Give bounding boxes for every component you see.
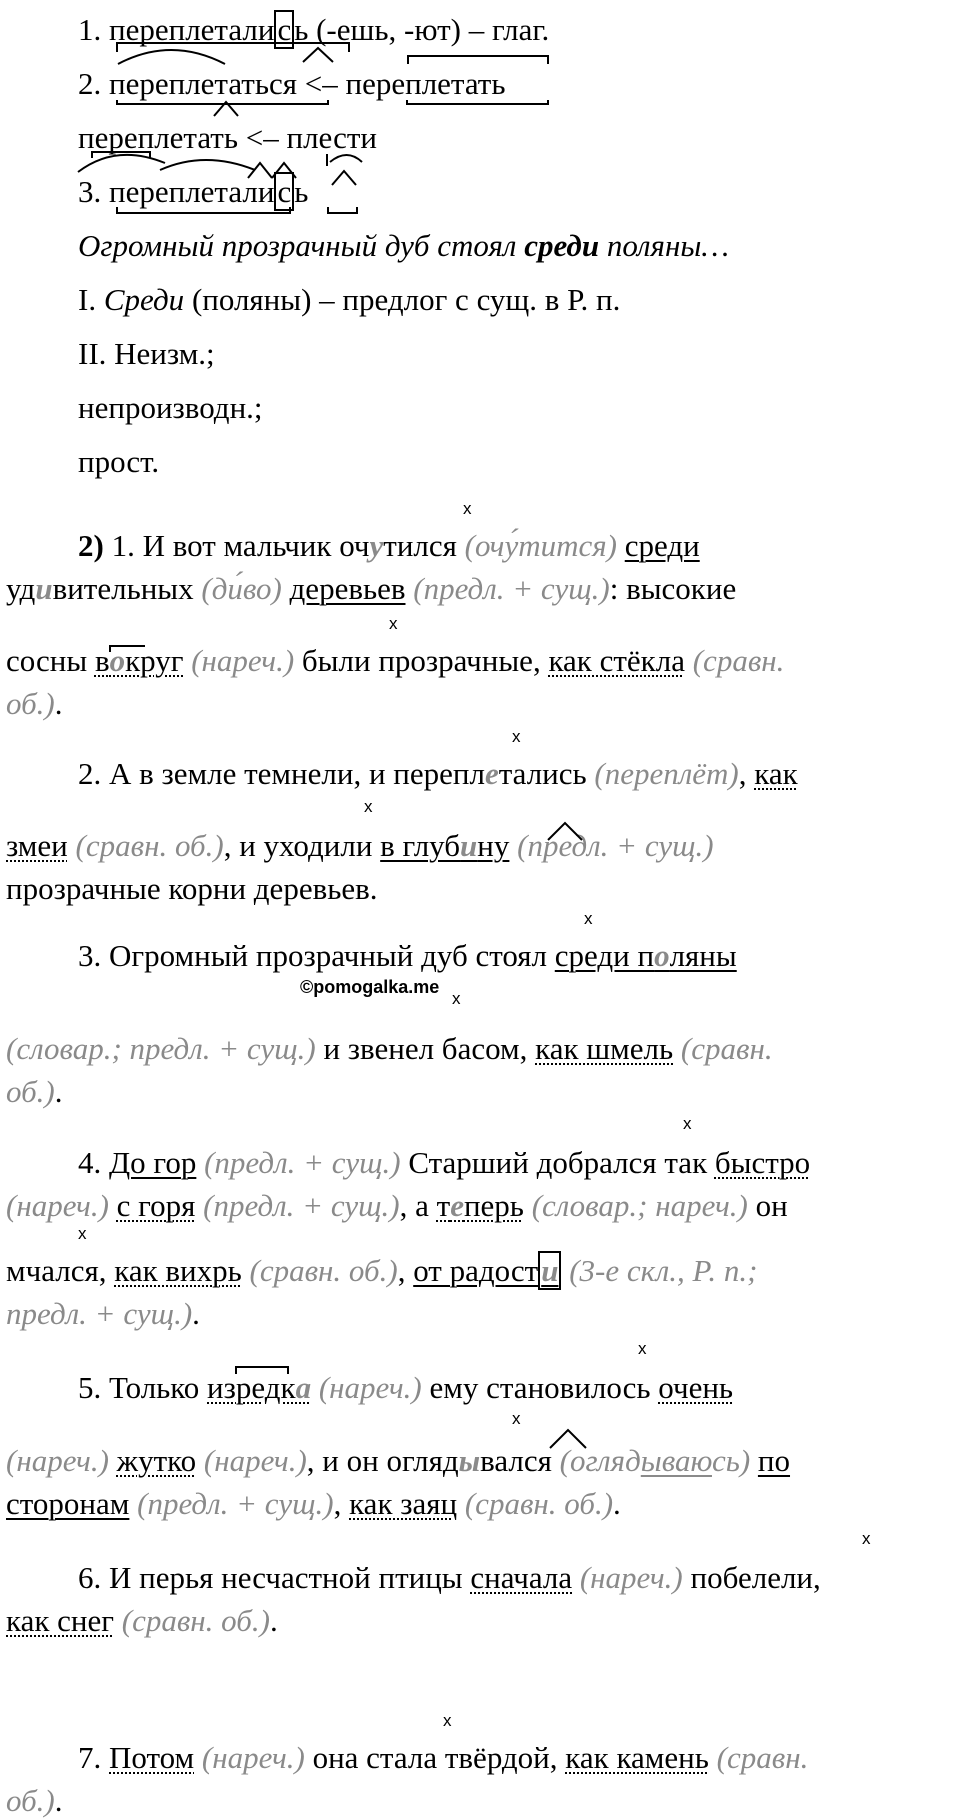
watermark: ©pomogalka.me	[300, 977, 440, 997]
sentence-2-line-3: прозрачные корни деревьев.	[6, 871, 378, 906]
ending-box: и	[538, 1251, 561, 1290]
sentence-5-line-1: 5. Только изредка (нареч.) ему становилось очень	[78, 1370, 734, 1405]
stress-mark: x	[638, 1339, 647, 1358]
sentence-1-line-2: удивительных (ди́во) деревьев (предл. + сущ.): высокие	[6, 571, 737, 606]
stress-mark: x	[584, 909, 593, 928]
morph-line-1: 1. переплетались (-ешь, -ют) – глаг.	[78, 12, 550, 47]
stress-mark: x	[364, 797, 373, 816]
ending-box: с	[274, 172, 294, 211]
stress-mark: x	[78, 1224, 87, 1243]
morph-line-4: 3. переплетались	[78, 174, 309, 209]
sentence-6-line-2: как снег (сравн. об.).	[6, 1603, 278, 1638]
morph-line-3: переплетать <– плести	[78, 120, 377, 155]
sentence-6-line-1: 6. И перья несчастной птицы сначала (нареч.) побелели,	[78, 1560, 821, 1595]
root-arc	[330, 155, 362, 162]
sentence-2-line-1: 2. А в земле темнели, и переплетались (переплёт), как	[78, 756, 798, 791]
morph-line-2: 2. переплетаться <– переплетать	[78, 66, 506, 101]
sentence-1-line-1: 2) 1. И вот мальчик очутился (очу́тится) среди	[78, 528, 700, 563]
sentence-4-line-2: (нареч.) с горя (предл. + сущ.), а теперь (словар.; нареч.) он	[6, 1188, 788, 1223]
stress-mark: x	[512, 1409, 521, 1428]
stress-mark: x	[389, 614, 398, 633]
sentence-1-line-3: сосны вокруг (нареч.) были прозрачные, как стёкла (сравн.	[6, 643, 785, 678]
stress-mark: x	[443, 1711, 452, 1730]
suffix-caret	[332, 171, 356, 185]
stem-bracket	[328, 207, 357, 213]
sentence-5-line-2: (нареч.) жутко (нареч.), и он оглядывался (оглядываюсь) по	[6, 1443, 791, 1478]
analysis-line-2: II. Неизм.;	[78, 336, 215, 371]
stress-mark: x	[463, 499, 472, 518]
analysis-line-3: непроизводн.;	[78, 390, 263, 425]
example-sentence: Огромный прозрачный дуб стоял среди поляны…	[78, 228, 729, 263]
sentence-2-line-2: змеи (сравн. об.), и уходили в глубину (предл. + сущ.)	[6, 828, 714, 863]
root-arc	[160, 160, 255, 170]
suffix-caret	[214, 102, 238, 116]
sentence-4-line-1: 4. До гор (предл. + сущ.) Старший добрался так быстро	[78, 1145, 811, 1180]
stress-mark: x	[512, 727, 521, 746]
analysis-line-4: прост.	[78, 444, 160, 479]
sentence-1-line-4: об.).	[6, 686, 63, 721]
stress-mark: x	[683, 1114, 692, 1133]
sentence-5-line-3: сторонам (предл. + сущ.), как заяц (сравн. об.).	[6, 1486, 621, 1521]
sentence-4-line-3: мчался, как вихрь (сравн. об.), от радости (3-е скл., Р. п.;	[6, 1253, 758, 1288]
suffix-caret	[303, 48, 333, 62]
sentence-7-line-2: об.).	[6, 1783, 63, 1818]
stress-mark: x	[452, 989, 461, 1008]
stem-bracket	[408, 56, 548, 64]
sentence-3-line-1: 3. Огромный прозрачный дуб стоял среди поляны	[78, 938, 737, 973]
sentence-3-line-3: об.).	[6, 1074, 63, 1109]
root-arc	[78, 155, 165, 172]
sentence-4-line-4: предл. + сущ.).	[6, 1296, 200, 1331]
root-arc	[118, 50, 225, 64]
analysis-line-1: I. Среди (поляны) – предлог с сущ. в Р. п.	[78, 282, 621, 317]
ending-box: с	[274, 10, 294, 49]
stress-mark: x	[862, 1529, 871, 1548]
sentence-7-line-1: 7. Потом (нареч.) она стала твёрдой, как камень (сравн.	[78, 1740, 809, 1775]
sentence-3-line-2: (словар.; предл. + сущ.) и звенел басом, как шмель (сравн.	[6, 1031, 773, 1066]
